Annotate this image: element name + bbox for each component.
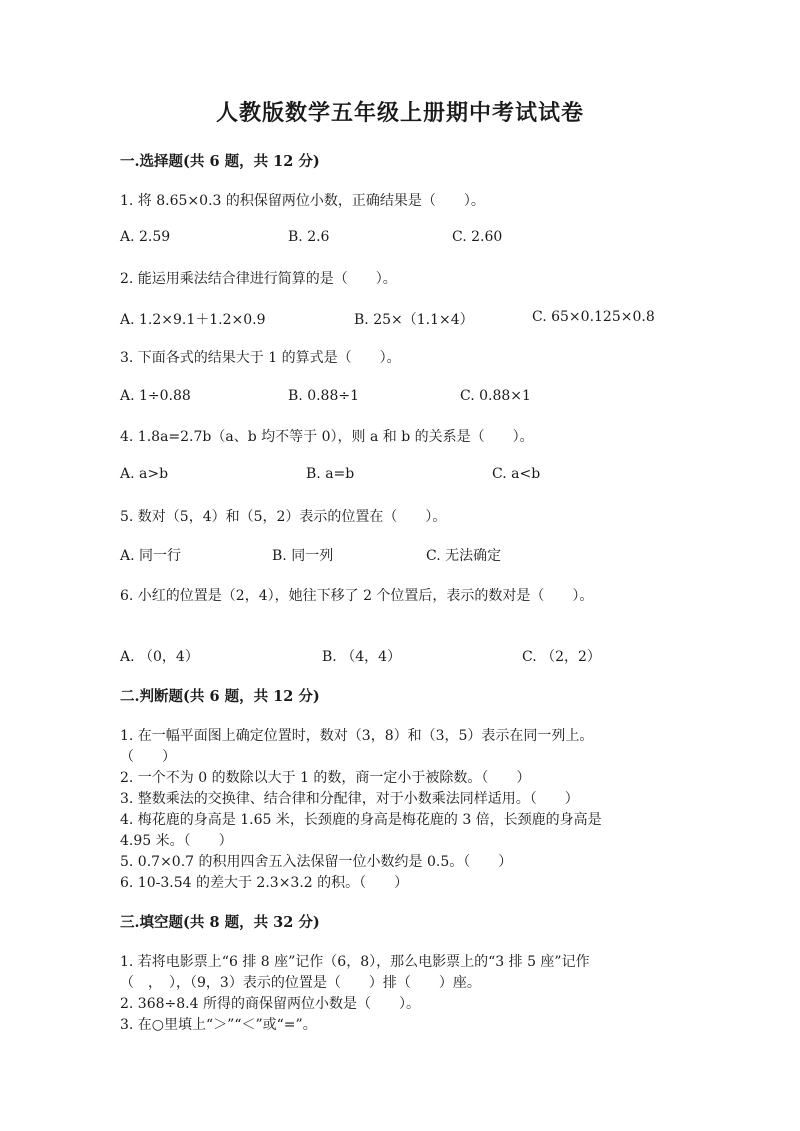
option-b: B. 0.88÷1 bbox=[288, 388, 359, 404]
option-b: B. 同一列 bbox=[272, 548, 334, 564]
option-a: A. 2.59 bbox=[120, 229, 171, 245]
section-heading-fill: 三.填空题(共 8 题，共 32 分) bbox=[120, 914, 320, 931]
judge-line: 1. 在一幅平面图上确定位置时，数对（3，8）和（3，5）表示在同一列上。 bbox=[120, 728, 594, 744]
option-c: C. 0.88×1 bbox=[460, 388, 531, 404]
option-c: C. a<b bbox=[492, 466, 541, 482]
question-stem: 1. 将 8.65×0.3 的积保留两位小数，正确结果是（ ）。 bbox=[120, 193, 485, 209]
judge-line: 4.95 米。（ ） bbox=[120, 833, 233, 849]
judge-line: 6. 10-3.54 的差大于 2.3×3.2 的积。（ ） bbox=[120, 875, 409, 891]
option-a: A. 1÷0.88 bbox=[120, 388, 191, 404]
page-title: 人教版数学五年级上册期中考试试卷 bbox=[215, 100, 584, 126]
section-heading-judge: 二.判断题(共 6 题，共 12 分) bbox=[120, 688, 320, 705]
fill-line: 1. 若将电影票上“6 排 8 座”记作（6，8），那么电影票上的“3 排 5 座”记作 bbox=[120, 954, 590, 970]
fill-line: （ ， ），（9，3）表示的位置是（ ）排（ ）座。 bbox=[120, 975, 481, 991]
question-stem: 5. 数对（5，4）和（5，2）表示的位置在（ ）。 bbox=[120, 509, 447, 525]
judge-line: 3. 整数乘法的交换律、结合律和分配律，对于小数乘法同样适用。（ ） bbox=[120, 791, 579, 807]
question-stem: 3. 下面各式的结果大于 1 的算式是（ ）。 bbox=[120, 350, 401, 366]
question-stem: 4. 1.8a=2.7b（a、b 均不等于 0），则 a 和 b 的关系是（ ）。 bbox=[120, 429, 534, 445]
option-c: C. 无法确定 bbox=[426, 548, 502, 564]
fill-line: 3. 在○里填上“＞”“＜”或“=”。 bbox=[120, 1017, 317, 1033]
question-stem: 2. 能运用乘法结合律进行简算的是（ ）。 bbox=[120, 271, 397, 287]
fill-line: 2. 368÷8.4 所得的商保留两位小数是（ ）。 bbox=[120, 996, 420, 1012]
option-a: A. 1.2×9.1＋1.2×0.9 bbox=[120, 312, 266, 328]
judge-line: 5. 0.7×0.7 的积用四舍五入法保留一位小数约是 0.5。（ ） bbox=[120, 854, 513, 870]
option-b: B. （4，4） bbox=[322, 649, 402, 665]
option-a: A. 同一行 bbox=[120, 548, 182, 564]
option-c: C. 2.60 bbox=[452, 229, 503, 245]
judge-line: （ ） bbox=[120, 749, 176, 765]
question-stem: 6. 小红的位置是（2，4），她往下移了 2 个位置后，表示的数对是（ ）。 bbox=[120, 588, 594, 604]
option-b: B. 25×（1.1×4） bbox=[354, 312, 474, 328]
judge-line: 4. 梅花鹿的身高是 1.65 米，长颈鹿的身高是梅花鹿的 3 倍，长颈鹿的身高是 bbox=[120, 812, 602, 828]
option-a: A. （0，4） bbox=[120, 649, 199, 665]
option-a: A. a>b bbox=[120, 466, 169, 482]
section-heading-choice: 一.选择题(共 6 题，共 12 分) bbox=[120, 153, 320, 170]
option-c: C. 65×0.125×0.8 bbox=[532, 309, 655, 325]
judge-line: 2. 一个不为 0 的数除以大于 1 的数，商一定小于被除数。（ ） bbox=[120, 770, 531, 786]
option-b: B. 2.6 bbox=[288, 229, 330, 245]
option-b: B. a=b bbox=[306, 466, 355, 482]
option-c: C. （2，2） bbox=[522, 649, 601, 665]
